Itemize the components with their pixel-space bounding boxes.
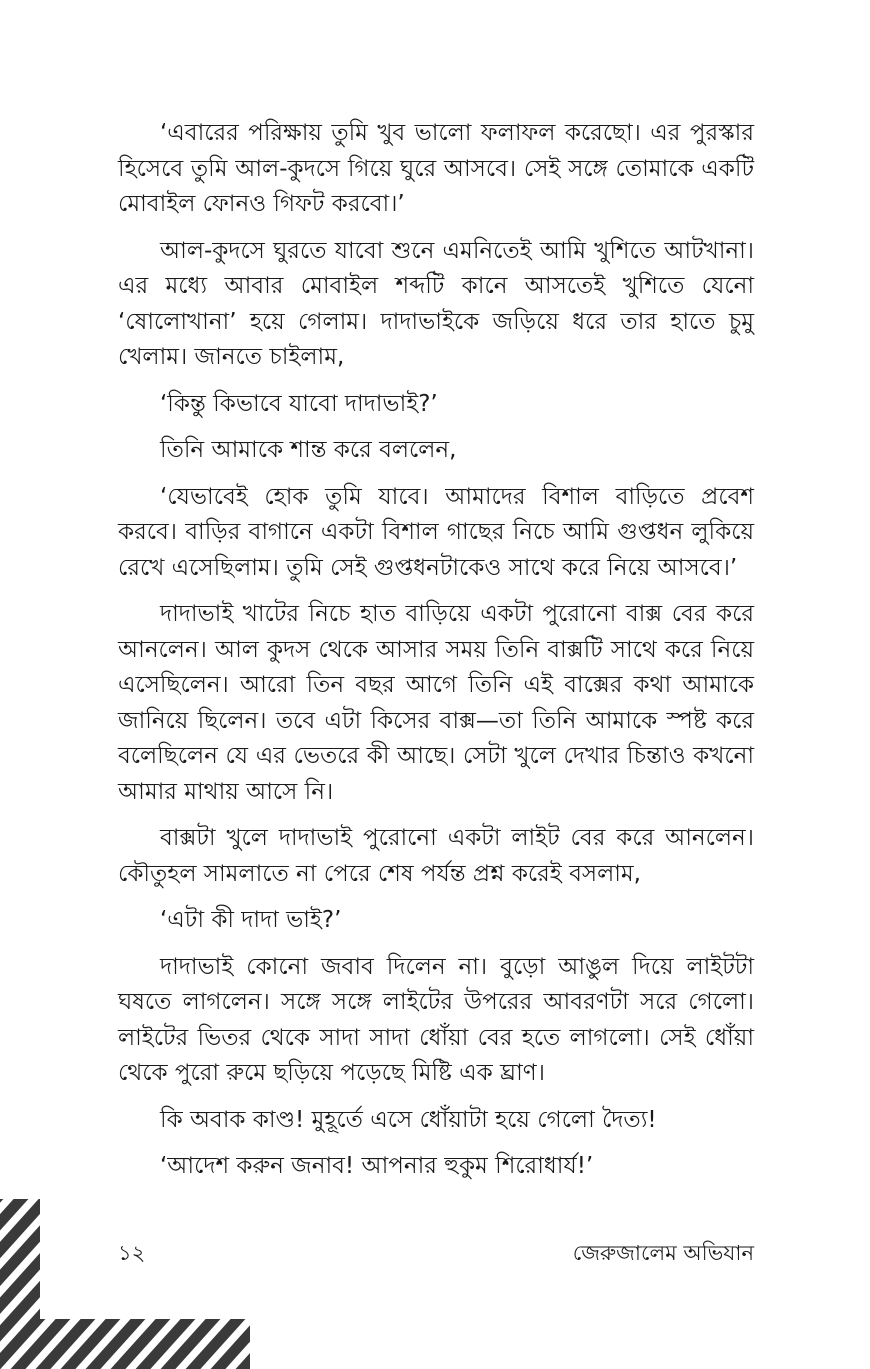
paragraph: দাদাভাই খাটের নিচে হাত বাড়িয়ে একটা পুরোনো বাক্স বের করে আনলেন। আল কুদস থেকে আসার সময় তিনি বাক্সটি সাথে করে নিয়ে এসেছিলেন। আরো তিন বছর আগে তিনি এই বাক্সের কথা আমাকে জানিয়ে ছিলেন। তবে এটা কিসের বাক্স—তা তিনি আমাকে স্পষ্ট করে বলেছিলেন যে এর ভেতরে কী আছে। সেটা খুলে দেখার চিন্তাও কখনো আমার মাথায় আসে নি। xyxy=(118,601,754,805)
paragraph: ‘এবারের পরিক্ষায় তুমি খুব ভালো ফলাফল করেছো। এর পুরস্কার হিসেবে তুমি আল-কুদসে গিয়ে ঘুরে আসবে। সেই সঙ্গে তোমাকে একটি মোবাইল ফোনও গিফট করবো।’ xyxy=(118,120,754,217)
paragraph: ‘যেভাবেই হোক তুমি যাবে। আমাদের বিশাল বাড়িতে প্রবেশ করবে। বাড়ির বাগানে একটা বিশাল গাছের নিচে আমি গুপ্তধন লুকিয়ে রেখে এসেছিলাম। তুমি সেই গুপ্তধনটাকেও সাথে করে নিয়ে আসবে।’ xyxy=(118,483,754,581)
page-number: ১২ xyxy=(118,1241,146,1265)
page-body xyxy=(118,116,754,1196)
paragraph: ‘আদেশ করুন জনাব! আপনার হুকুম শিরোধার্য!’ xyxy=(160,1153,594,1179)
running-title: জেরুজালেম অভিযান xyxy=(572,1241,754,1265)
paragraph: ‘কিন্তু কিভাবে যাবো দাদাভাই?’ xyxy=(160,390,438,417)
paragraph: বাক্সটা খুলে দাদাভাই পুরোনো একটা লাইট বের করে আনলেন। কৌতুহল সামলাতে না পেরে শেষ পর্যন্ত প্রশ্ন করেই বসলাম, xyxy=(118,825,754,887)
paragraph: তিনি আমাকে শান্ত করে বললেন, xyxy=(160,437,457,463)
paragraph: দাদাভাই কোনো জবাব দিলেন না। বুড়ো আঙুল দিয়ে লাইটটা ঘষতে লাগলেন। সঙ্গে সঙ্গে লাইটের উপরের আবরণটা সরে গেলো। লাইটের ভিতর থেকে সাদা সাদা ধোঁয়া বের হতে লাগলো। সেই ধোঁয়া থেকে পুরো রুমে ছড়িয়ে পড়েছে মিষ্টি এক ঘ্রাণ। xyxy=(118,953,754,1086)
diagonal-stripes-decoration xyxy=(0,1199,250,1369)
paragraph: ‘এটা কী দাদা ভাই?’ xyxy=(160,907,342,933)
paragraph: কি অবাক কাণ্ড! মুহূর্তে এসে ধোঁয়াটা হয়ে গেলো দৈত্য! xyxy=(160,1106,657,1133)
paragraph: আল-কুদসে ঘুরতে যাবো শুনে এমনিতেই আমি খুশিতে আটখানা। এর মধ্যে আবার মোবাইল শব্দটি কানে আসতেই খুশিতে যেনো ‘ষোলোখানা’ হয়ে গেলাম। দাদাভাইকে জড়িয়ে ধরে তার হাতে চুমু খেলাম। জানতে চাইলাম, xyxy=(118,237,754,370)
